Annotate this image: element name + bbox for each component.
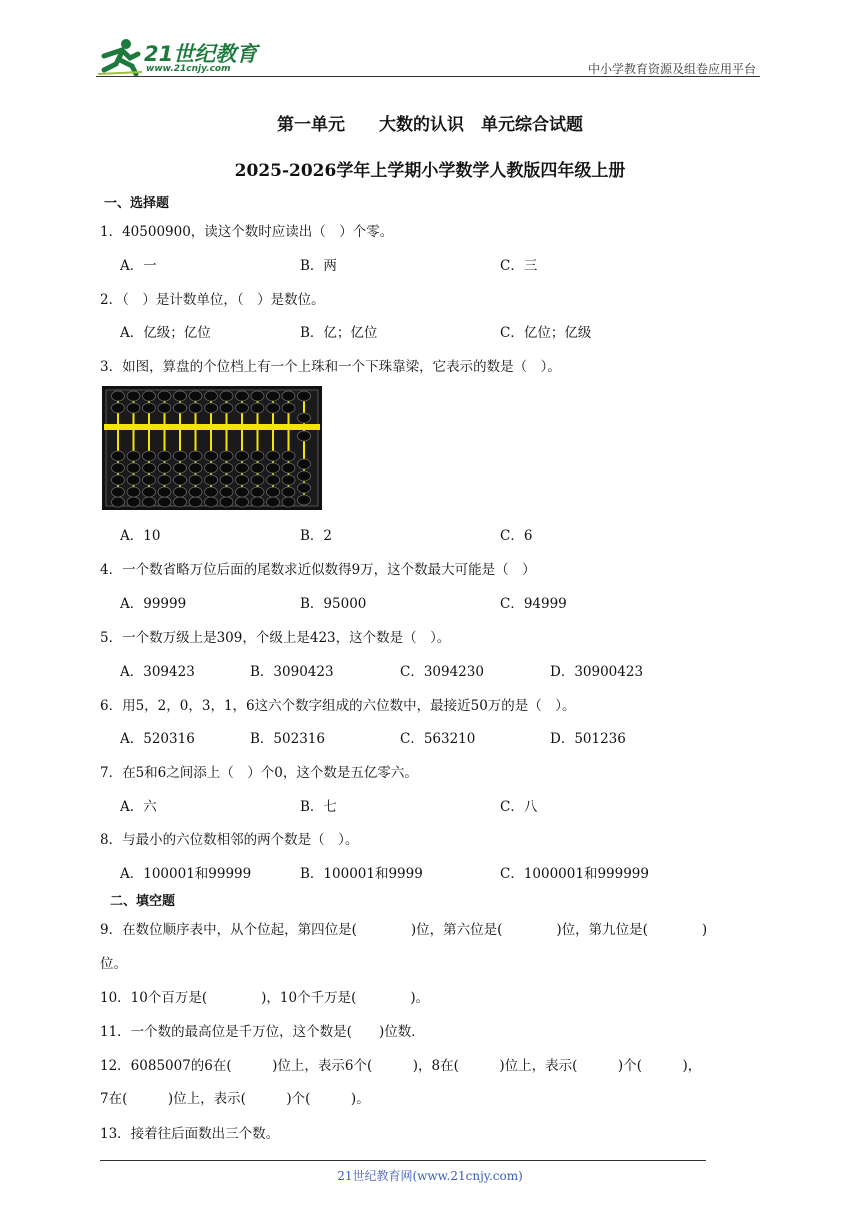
abacus-bead (267, 463, 280, 473)
abacus-bead (282, 451, 295, 461)
option-c: C．1000001和999999 (500, 866, 649, 882)
question-8: 8．与最小的六位数相邻的两个数是（ ）。 (100, 832, 359, 848)
abacus-bead (174, 451, 187, 461)
option-c: C．563210 (400, 731, 476, 747)
footer-divider (100, 1160, 706, 1161)
abacus-bead (174, 487, 187, 497)
question-12-cont: 7在( )位上，表示( )个( )。 (100, 1091, 370, 1107)
abacus-bead (282, 487, 295, 497)
abacus-bead (282, 475, 295, 485)
abacus-bead (267, 487, 280, 497)
logo-text: 21世纪教育 (144, 42, 258, 66)
abacus-bead (112, 475, 125, 485)
abacus-bead (282, 391, 295, 401)
abacus-bead (158, 463, 171, 473)
question-11: 11．一个数的最高位是千万位，这个数是( )位数． (100, 1024, 425, 1040)
option-a: A．10 (120, 528, 161, 544)
option-a: A．100001和99999 (120, 866, 252, 882)
abacus-bead (205, 497, 218, 507)
question-5: 5．一个数万级上是309，个级上是423，这个数是（ ）。 (100, 630, 451, 646)
abacus-bead (251, 451, 264, 461)
abacus-bead (143, 391, 156, 401)
abacus-bead (112, 463, 125, 473)
abacus-bead (236, 403, 249, 413)
abacus-bead (127, 391, 140, 401)
abacus-bead (112, 403, 125, 413)
abacus-figure (102, 386, 322, 510)
abacus-bead (282, 403, 295, 413)
abacus-bead (205, 475, 218, 485)
abacus-bead (220, 487, 233, 497)
abacus-bead (189, 403, 202, 413)
abacus-bead (174, 475, 187, 485)
option-b: B．两 (300, 258, 337, 274)
abacus-bead (112, 451, 125, 461)
section-choice: 一、选择题 (104, 196, 170, 211)
option-d: D．501236 (550, 731, 626, 747)
abacus-bead (236, 475, 249, 485)
abacus-bead (298, 483, 311, 493)
abacus-bead (220, 497, 233, 507)
abacus-bead (112, 391, 125, 401)
option-b: B．亿；亿位 (300, 325, 378, 341)
abacus-bead (267, 475, 280, 485)
option-b: B．2 (300, 528, 333, 544)
abacus-bead (220, 451, 233, 461)
abacus-bead (236, 463, 249, 473)
abacus-bead (251, 403, 264, 413)
runner-logo-icon (96, 36, 144, 76)
abacus-bead (298, 459, 311, 469)
abacus-bead (174, 403, 187, 413)
footer-text: 21世纪教育网(www.21cnjy.com) (337, 1169, 523, 1183)
question-10: 10．10个百万是( )，10个千万是( )。 (100, 990, 430, 1006)
option-b: B．95000 (300, 596, 367, 612)
question-4: 4．一个数省略万位后面的尾数求近似数得9万，这个数最大可能是（ ） (100, 562, 536, 578)
abacus-bead (267, 403, 280, 413)
option-b: B．502316 (250, 731, 325, 747)
abacus-bead (143, 475, 156, 485)
question-13: 13．接着往后面数出三个数。 (100, 1126, 280, 1142)
option-c: C．亿位；亿级 (500, 325, 592, 341)
abacus-bead (220, 403, 233, 413)
abacus-bead (189, 463, 202, 473)
abacus-bead (189, 497, 202, 507)
abacus-bead (127, 403, 140, 413)
section-fill: 二、填空题 (110, 894, 176, 909)
option-b: B．100001和9999 (300, 866, 423, 882)
abacus-bead (236, 391, 249, 401)
abacus-bead (220, 391, 233, 401)
abacus-bead (298, 471, 311, 481)
page-subtitle: 2025-2026学年上学期小学数学人教版四年级上册 (234, 161, 626, 181)
question-9: 9．在数位顺序表中，从个位起，第四位是( )位，第六位是( )位，第九位是( ) (100, 922, 708, 938)
logo-url: www.21cnjy.com (146, 64, 231, 74)
abacus-bead (205, 463, 218, 473)
abacus-bead (251, 463, 264, 473)
question-7: 7．在5和6之间添上（ ）个0，这个数是五亿零六。 (100, 765, 418, 781)
page-title: 第一单元 大数的认识 单元综合试题 (277, 115, 583, 135)
abacus-bead (267, 391, 280, 401)
abacus-bead (174, 463, 187, 473)
abacus-bead (158, 497, 171, 507)
abacus-bead (189, 391, 202, 401)
option-c: C．3094230 (400, 664, 484, 680)
abacus-bead (189, 475, 202, 485)
abacus-bead (298, 413, 311, 423)
question-3: 3．如图，算盘的个位档上有一个上珠和一个下珠靠梁，它表示的数是（ ）。 (100, 359, 561, 375)
abacus-bead (158, 403, 171, 413)
question-1: 1．40500900，读这个数时应读出（ ）个零。 (100, 224, 394, 240)
abacus-bead (205, 391, 218, 401)
abacus-bead (298, 431, 311, 441)
abacus-bead (298, 391, 311, 401)
abacus-bead (236, 487, 249, 497)
abacus-bead (174, 391, 187, 401)
abacus-bead (267, 451, 280, 461)
abacus-bead (112, 487, 125, 497)
abacus-bead (189, 487, 202, 497)
abacus-bead (143, 403, 156, 413)
option-a: A．一 (120, 258, 157, 274)
abacus-beam (104, 424, 320, 430)
option-b: B．七 (300, 799, 337, 815)
option-a: A．亿级；亿位 (120, 325, 211, 341)
abacus-bead (205, 403, 218, 413)
question-6: 6．用5，2，0，3，1，6这六个数字组成的六位数中，最接近50万的是（ ）。 (100, 698, 576, 714)
abacus-bead (112, 497, 125, 507)
abacus-bead (220, 463, 233, 473)
abacus-bead (158, 391, 171, 401)
logo (96, 36, 266, 76)
abacus-bead (236, 451, 249, 461)
abacus-bead (236, 497, 249, 507)
header-platform-text: 中小学教育资源及组卷应用平台 (587, 62, 756, 76)
option-c: C．6 (500, 528, 533, 544)
option-c: C．八 (500, 799, 538, 815)
abacus-bead (251, 487, 264, 497)
abacus-bead (127, 487, 140, 497)
abacus-bead (143, 451, 156, 461)
abacus-bead (251, 497, 264, 507)
abacus-bead (251, 475, 264, 485)
abacus-bead (143, 497, 156, 507)
abacus-bead (282, 463, 295, 473)
question-12: 12．6085007的6在( )位上，表示6个( )，8在( )位上，表示( )个( )， (100, 1058, 702, 1074)
option-a: A．309423 (120, 664, 195, 680)
abacus-bead (251, 391, 264, 401)
option-c: C．三 (500, 258, 538, 274)
option-a: A．99999 (120, 596, 187, 612)
abacus-bead (127, 497, 140, 507)
abacus-bead (158, 475, 171, 485)
abacus-bead (127, 463, 140, 473)
option-a: A．520316 (120, 731, 195, 747)
abacus-bead (158, 451, 171, 461)
abacus-bead (158, 487, 171, 497)
option-b: B．3090423 (250, 664, 334, 680)
header-divider (96, 76, 760, 77)
abacus-bead (143, 463, 156, 473)
question-2: 2．（ ）是计数单位，（ ）是数位。 (100, 292, 325, 308)
question-9-cont: 位。 (100, 956, 127, 972)
abacus-bead (282, 497, 295, 507)
abacus-bead (127, 451, 140, 461)
abacus-bead (267, 497, 280, 507)
abacus-bead (205, 451, 218, 461)
option-d: D．30900423 (550, 664, 644, 680)
abacus-bead (174, 497, 187, 507)
abacus-bead (298, 495, 311, 505)
abacus-bead (189, 451, 202, 461)
abacus-bead (220, 475, 233, 485)
abacus-bead (205, 487, 218, 497)
abacus-bead (143, 487, 156, 497)
option-c: C．94999 (500, 596, 567, 612)
option-a: A．六 (120, 799, 157, 815)
abacus-bead (127, 475, 140, 485)
